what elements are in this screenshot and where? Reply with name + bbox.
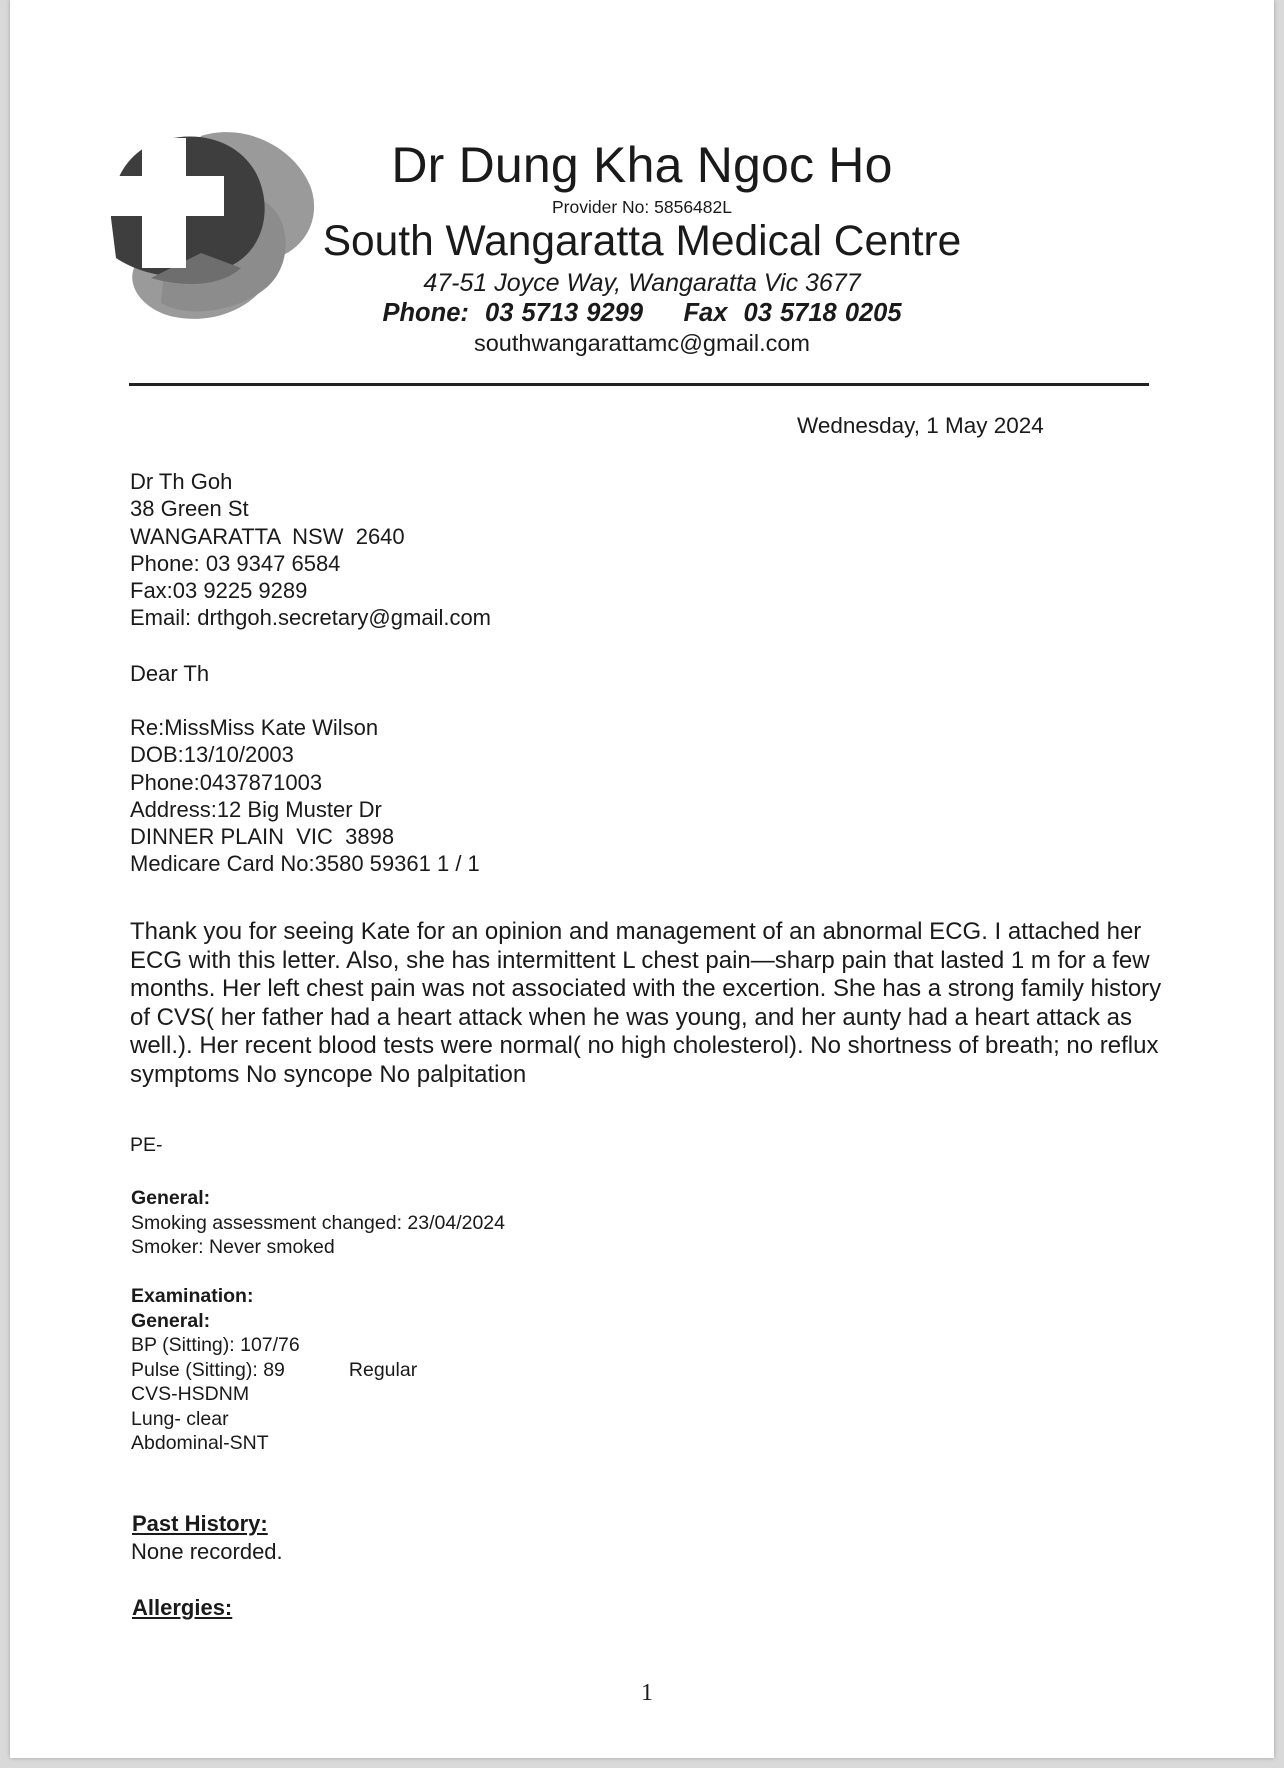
pulse-rhythm: Regular [348, 1358, 418, 1381]
blood-pressure: BP (Sitting): 107/76 [131, 1334, 300, 1356]
doctor-name: Dr Dung Kha Ngoc Ho [391, 137, 893, 193]
salutation: Dear Th [130, 661, 210, 686]
recipient-fax: Fax:03 9225 9289 [130, 578, 308, 604]
clinic-phone-fax: Phone: 03 5713 9299 Fax 03 5718 0205 [382, 299, 902, 327]
header-divider [129, 383, 1149, 386]
recipient-phone: Phone: 03 9347 6584 [130, 550, 341, 576]
cvs-finding: CVS-HSDNM [131, 1383, 250, 1405]
lung-finding: Lung- clear [131, 1407, 229, 1430]
general-heading: General: [131, 1187, 211, 1209]
recipient-name: Dr Th Goh [130, 469, 233, 494]
patient-phone: Phone:0437871003 [130, 769, 323, 795]
smoking-assessment: Smoking assessment changed: 23/04/2024 [131, 1211, 505, 1234]
abdominal-finding: Abdominal-SNT [131, 1432, 269, 1454]
patient-medicare: Medicare Card No:3580 59361 1 / 1 [130, 851, 480, 877]
recipient-address-block [130, 468, 491, 632]
smoker-status: Smoker: Never smoked [131, 1236, 335, 1258]
clinic-email: southwangarattamc@gmail.com [473, 330, 811, 356]
pe-label: PE- [130, 1134, 163, 1156]
past-history-heading: Past History: [132, 1511, 268, 1536]
patient-address: Address:12 Big Muster Dr [130, 796, 382, 822]
clinic-address: 47-51 Joyce Way, Wangaratta Vic 3677 [423, 269, 861, 297]
patient-dob: DOB:13/10/2003 [130, 742, 294, 768]
letter-date: Wednesday, 1 May 2024 [797, 413, 1044, 438]
general-section [131, 1186, 505, 1260]
patient-name: Re:MissMiss Kate Wilson [130, 715, 379, 740]
clinic-name: South Wangaratta Medical Centre [322, 218, 962, 265]
pulse-value: Pulse (Sitting): 89 [131, 1358, 285, 1381]
referral-body-paragraph: Thank you for seeing Kate for an opinion and management of an abnormal ECG. I attached her ECG with this letter. Also, she has intermittent L chest pain—sharp pain that lasted 1 m for a few months. Her left chest pain was not associated with the excertion. She has a strong family history of CVS( her father had a heart attack when he was young, and her aunty had a heart attack as well.). Her recent blood tests were normal( no high cholesterol). No shortness of breath; no reflux symptoms No syncope No palpitation [130, 918, 1162, 1088]
patient-city: DINNER PLAIN VIC 3898 [130, 824, 395, 850]
recipient-city: WANGARATTA NSW 2640 [130, 523, 405, 549]
patient-details-block [130, 714, 480, 878]
examination-general-heading: General: [131, 1309, 211, 1332]
page-number: 1 [641, 1680, 653, 1706]
pulse-row [131, 1358, 417, 1383]
examination-heading: Examination: [131, 1285, 254, 1307]
examination-section [131, 1284, 417, 1456]
recipient-street: 38 Green St [130, 496, 249, 522]
provider-number: Provider No: 5856482L [552, 197, 732, 217]
recipient-email: Email: drthgoh.secretary@gmail.com [130, 605, 492, 631]
past-history-value: None recorded. [131, 1539, 283, 1564]
allergies-heading: Allergies: [132, 1595, 233, 1620]
